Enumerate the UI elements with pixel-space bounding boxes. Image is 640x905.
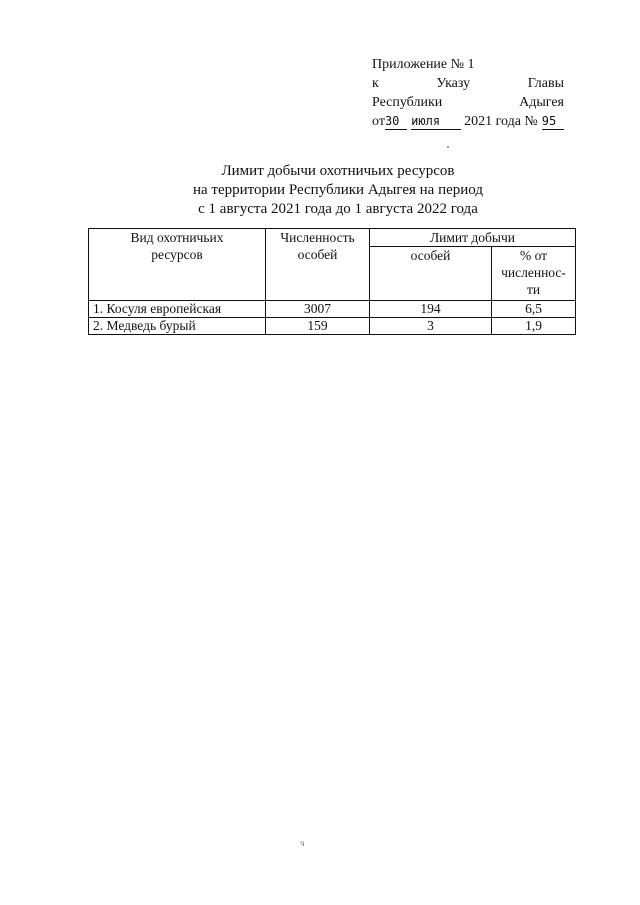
appendix-line-1 bbox=[372, 55, 564, 74]
appendix-title: Приложение № 1 bbox=[372, 57, 475, 72]
header-count: Численность особей bbox=[266, 229, 370, 301]
appendix-decree-number: 95 bbox=[542, 114, 564, 130]
appendix-line-4 bbox=[372, 112, 564, 131]
appendix-line-3 bbox=[372, 93, 564, 112]
row-limit: 194 bbox=[370, 301, 492, 318]
table-row bbox=[89, 301, 576, 318]
header-limit-percent: % от численнос- ти bbox=[492, 247, 576, 301]
row-species: 1. Косуля европейская bbox=[89, 301, 266, 318]
appendix-word-adygea: Адыгея bbox=[519, 95, 564, 110]
footer-mark: ч bbox=[300, 838, 305, 848]
appendix-line-2 bbox=[372, 74, 564, 93]
appendix-date-prefix: от bbox=[372, 114, 385, 129]
appendix-word-republic: Республики bbox=[372, 95, 443, 110]
appendix-word-head: Главы bbox=[527, 76, 564, 91]
limits-table bbox=[88, 228, 576, 335]
row-percent: 6,5 bbox=[492, 301, 576, 318]
appendix-header bbox=[372, 55, 564, 131]
header-species: Вид охотничьих ресурсов bbox=[89, 229, 266, 301]
appendix-date-day: 30 bbox=[385, 114, 407, 130]
title-line-3: с 1 августа 2021 года до 1 августа 2022 года bbox=[198, 201, 478, 217]
header-limit-individuals: особей bbox=[370, 247, 492, 301]
row-count: 159 bbox=[266, 318, 370, 335]
row-count: 3007 bbox=[266, 301, 370, 318]
document-title bbox=[140, 162, 536, 219]
appendix-date-month: июля bbox=[411, 114, 461, 130]
header-limit: Лимит добычи bbox=[370, 229, 576, 247]
appendix-year-text: 2021 года № bbox=[464, 114, 538, 129]
row-limit: 3 bbox=[370, 318, 492, 335]
appendix-word-k: к bbox=[372, 76, 379, 91]
title-line-2: на территории Республики Адыгея на период bbox=[193, 182, 483, 198]
row-species: 2. Медведь бурый bbox=[89, 318, 266, 335]
stray-dot bbox=[447, 146, 449, 148]
table-row bbox=[89, 318, 576, 335]
row-percent: 1,9 bbox=[492, 318, 576, 335]
title-line-1: Лимит добычи охотничьих ресурсов bbox=[221, 163, 455, 179]
appendix-word-decree: Указу bbox=[436, 76, 471, 91]
